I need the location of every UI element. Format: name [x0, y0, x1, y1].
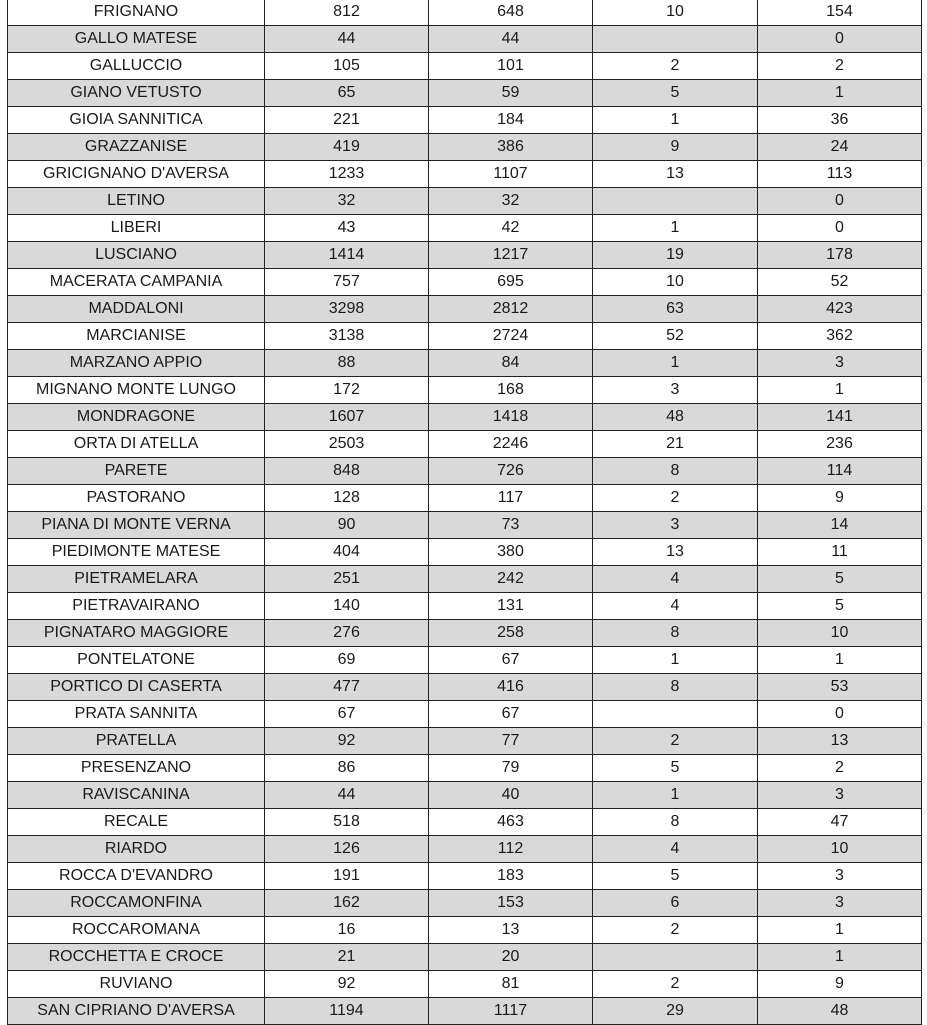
- cell-value-4: 47: [758, 809, 922, 836]
- cell-municipality: RAVISCANINA: [8, 782, 265, 809]
- cell-municipality: PIGNATARO MAGGIORE: [8, 620, 265, 647]
- cell-municipality: PASTORANO: [8, 485, 265, 512]
- cell-value-3: [593, 188, 758, 215]
- cell-municipality: SAN CIPRIANO D'AVERSA: [8, 998, 265, 1025]
- table-row: [8, 755, 922, 782]
- table-row: [8, 377, 922, 404]
- cell-value-1: 44: [265, 782, 429, 809]
- cell-value-1: 1194: [265, 998, 429, 1025]
- table-row: [8, 809, 922, 836]
- cell-value-1: 172: [265, 377, 429, 404]
- cell-value-2: 184: [429, 107, 593, 134]
- cell-value-1: 88: [265, 350, 429, 377]
- cell-value-3: 8: [593, 809, 758, 836]
- cell-value-3: 2: [593, 728, 758, 755]
- cell-value-1: 419: [265, 134, 429, 161]
- cell-value-3: 4: [593, 593, 758, 620]
- table-row: [8, 53, 922, 80]
- cell-value-1: 1607: [265, 404, 429, 431]
- cell-value-1: 128: [265, 485, 429, 512]
- cell-value-3: 4: [593, 566, 758, 593]
- cell-municipality: ROCCAMONFINA: [8, 890, 265, 917]
- cell-value-4: 362: [758, 323, 922, 350]
- cell-value-1: 43: [265, 215, 429, 242]
- cell-municipality: PONTELATONE: [8, 647, 265, 674]
- cell-value-2: 380: [429, 539, 593, 566]
- table-row: [8, 566, 922, 593]
- cell-value-4: 3: [758, 350, 922, 377]
- cell-value-1: 126: [265, 836, 429, 863]
- cell-municipality: GRICIGNANO D'AVERSA: [8, 161, 265, 188]
- cell-value-4: 1: [758, 917, 922, 944]
- table-row: [8, 944, 922, 971]
- cell-value-1: 1414: [265, 242, 429, 269]
- cell-municipality: RECALE: [8, 809, 265, 836]
- municipality-table: [7, 0, 922, 1025]
- cell-value-1: 251: [265, 566, 429, 593]
- cell-municipality: MADDALONI: [8, 296, 265, 323]
- cell-value-3: 10: [593, 0, 758, 26]
- cell-value-2: 101: [429, 53, 593, 80]
- cell-municipality: MACERATA CAMPANIA: [8, 269, 265, 296]
- cell-value-2: 59: [429, 80, 593, 107]
- cell-value-3: 9: [593, 134, 758, 161]
- table-row: [8, 539, 922, 566]
- cell-value-4: 48: [758, 998, 922, 1025]
- cell-municipality: PRATA SANNITA: [8, 701, 265, 728]
- cell-value-1: 221: [265, 107, 429, 134]
- cell-municipality: PORTICO DI CASERTA: [8, 674, 265, 701]
- cell-value-3: 2: [593, 917, 758, 944]
- cell-value-2: 73: [429, 512, 593, 539]
- table-row: [8, 107, 922, 134]
- cell-value-3: [593, 26, 758, 53]
- cell-value-2: 32: [429, 188, 593, 215]
- cell-value-2: 13: [429, 917, 593, 944]
- table-row: [8, 485, 922, 512]
- cell-value-3: 63: [593, 296, 758, 323]
- cell-value-3: 29: [593, 998, 758, 1025]
- table-row: [8, 701, 922, 728]
- cell-value-4: 0: [758, 215, 922, 242]
- cell-value-1: 848: [265, 458, 429, 485]
- cell-value-3: 19: [593, 242, 758, 269]
- cell-municipality: ROCCHETTA E CROCE: [8, 944, 265, 971]
- cell-value-2: 67: [429, 701, 593, 728]
- cell-value-2: 2724: [429, 323, 593, 350]
- cell-value-4: 2: [758, 755, 922, 782]
- table-row: [8, 458, 922, 485]
- cell-value-1: 2503: [265, 431, 429, 458]
- cell-value-1: 44: [265, 26, 429, 53]
- cell-value-3: 5: [593, 863, 758, 890]
- cell-value-2: 695: [429, 269, 593, 296]
- table-row: [8, 620, 922, 647]
- cell-value-4: 0: [758, 26, 922, 53]
- cell-value-2: 1107: [429, 161, 593, 188]
- table-row: [8, 323, 922, 350]
- cell-municipality: RUVIANO: [8, 971, 265, 998]
- table-row: [8, 215, 922, 242]
- cell-municipality: GIANO VETUSTO: [8, 80, 265, 107]
- cell-municipality: PRATELLA: [8, 728, 265, 755]
- cell-value-2: 79: [429, 755, 593, 782]
- cell-value-3: 2: [593, 971, 758, 998]
- table-row: [8, 728, 922, 755]
- cell-value-1: 191: [265, 863, 429, 890]
- cell-value-4: 53: [758, 674, 922, 701]
- cell-value-2: 20: [429, 944, 593, 971]
- cell-value-4: 1: [758, 647, 922, 674]
- cell-value-1: 21: [265, 944, 429, 971]
- cell-value-4: 0: [758, 188, 922, 215]
- cell-value-4: 9: [758, 971, 922, 998]
- cell-value-1: 90: [265, 512, 429, 539]
- cell-value-4: 2: [758, 53, 922, 80]
- cell-municipality: ROCCAROMANA: [8, 917, 265, 944]
- table-row: [8, 242, 922, 269]
- cell-value-3: 8: [593, 620, 758, 647]
- table-row: [8, 188, 922, 215]
- table-row: [8, 647, 922, 674]
- table-row: [8, 971, 922, 998]
- cell-value-4: 11: [758, 539, 922, 566]
- cell-value-2: 258: [429, 620, 593, 647]
- table-row: [8, 0, 922, 26]
- cell-value-2: 153: [429, 890, 593, 917]
- cell-value-4: 113: [758, 161, 922, 188]
- table-row: [8, 134, 922, 161]
- cell-value-2: 416: [429, 674, 593, 701]
- cell-value-1: 477: [265, 674, 429, 701]
- table-row: [8, 296, 922, 323]
- table-row: [8, 674, 922, 701]
- table-row: [8, 431, 922, 458]
- cell-value-1: 162: [265, 890, 429, 917]
- cell-municipality: PIETRAMELARA: [8, 566, 265, 593]
- cell-value-4: 13: [758, 728, 922, 755]
- cell-municipality: GALLO MATESE: [8, 26, 265, 53]
- cell-municipality: MARZANO APPIO: [8, 350, 265, 377]
- cell-value-3: [593, 944, 758, 971]
- cell-value-4: 36: [758, 107, 922, 134]
- table-row: [8, 917, 922, 944]
- cell-value-4: 141: [758, 404, 922, 431]
- cell-value-4: 0: [758, 701, 922, 728]
- cell-value-2: 131: [429, 593, 593, 620]
- cell-value-1: 69: [265, 647, 429, 674]
- table-row: [8, 782, 922, 809]
- cell-value-1: 65: [265, 80, 429, 107]
- cell-value-3: [593, 701, 758, 728]
- cell-municipality: GALLUCCIO: [8, 53, 265, 80]
- cell-municipality: PIEDIMONTE MATESE: [8, 539, 265, 566]
- cell-value-2: 44: [429, 26, 593, 53]
- cell-value-2: 40: [429, 782, 593, 809]
- cell-value-4: 9: [758, 485, 922, 512]
- cell-municipality: FRIGNANO: [8, 0, 265, 26]
- cell-value-1: 757: [265, 269, 429, 296]
- cell-municipality: ROCCA D'EVANDRO: [8, 863, 265, 890]
- cell-value-3: 2: [593, 485, 758, 512]
- cell-value-3: 2: [593, 53, 758, 80]
- table-body: [8, 0, 922, 1025]
- cell-value-2: 1217: [429, 242, 593, 269]
- table-row: [8, 404, 922, 431]
- cell-value-4: 3: [758, 782, 922, 809]
- cell-municipality: PRESENZANO: [8, 755, 265, 782]
- cell-value-4: 52: [758, 269, 922, 296]
- cell-value-1: 92: [265, 728, 429, 755]
- cell-value-4: 5: [758, 593, 922, 620]
- cell-value-3: 1: [593, 782, 758, 809]
- cell-value-2: 386: [429, 134, 593, 161]
- cell-value-4: 3: [758, 890, 922, 917]
- cell-value-3: 4: [593, 836, 758, 863]
- cell-municipality: RIARDO: [8, 836, 265, 863]
- cell-value-1: 67: [265, 701, 429, 728]
- cell-value-3: 13: [593, 161, 758, 188]
- cell-value-4: 5: [758, 566, 922, 593]
- cell-value-2: 168: [429, 377, 593, 404]
- cell-value-3: 1: [593, 107, 758, 134]
- cell-value-2: 242: [429, 566, 593, 593]
- cell-value-3: 52: [593, 323, 758, 350]
- cell-municipality: PIETRAVAIRANO: [8, 593, 265, 620]
- cell-value-2: 726: [429, 458, 593, 485]
- cell-value-2: 77: [429, 728, 593, 755]
- cell-value-3: 1: [593, 350, 758, 377]
- cell-value-3: 5: [593, 755, 758, 782]
- cell-value-2: 1117: [429, 998, 593, 1025]
- cell-value-2: 112: [429, 836, 593, 863]
- cell-value-1: 404: [265, 539, 429, 566]
- cell-value-1: 812: [265, 0, 429, 26]
- cell-value-1: 518: [265, 809, 429, 836]
- cell-value-3: 3: [593, 377, 758, 404]
- cell-municipality: GIOIA SANNITICA: [8, 107, 265, 134]
- cell-value-3: 1: [593, 647, 758, 674]
- table-row: [8, 998, 922, 1025]
- cell-value-3: 6: [593, 890, 758, 917]
- cell-value-3: 1: [593, 215, 758, 242]
- cell-value-2: 2812: [429, 296, 593, 323]
- cell-municipality: GRAZZANISE: [8, 134, 265, 161]
- cell-value-3: 5: [593, 80, 758, 107]
- cell-value-2: 648: [429, 0, 593, 26]
- table-row: [8, 890, 922, 917]
- cell-municipality: ORTA DI ATELLA: [8, 431, 265, 458]
- cell-value-2: 1418: [429, 404, 593, 431]
- cell-value-1: 32: [265, 188, 429, 215]
- cell-municipality: PARETE: [8, 458, 265, 485]
- cell-value-4: 236: [758, 431, 922, 458]
- cell-value-1: 105: [265, 53, 429, 80]
- cell-value-1: 1233: [265, 161, 429, 188]
- table-row: [8, 836, 922, 863]
- cell-value-2: 2246: [429, 431, 593, 458]
- cell-value-3: 21: [593, 431, 758, 458]
- cell-value-4: 1: [758, 80, 922, 107]
- cell-value-4: 1: [758, 377, 922, 404]
- cell-value-4: 423: [758, 296, 922, 323]
- cell-value-2: 463: [429, 809, 593, 836]
- cell-value-2: 84: [429, 350, 593, 377]
- cell-value-1: 3138: [265, 323, 429, 350]
- table-row: [8, 26, 922, 53]
- table-row: [8, 863, 922, 890]
- table-row: [8, 161, 922, 188]
- cell-value-3: 3: [593, 512, 758, 539]
- cell-municipality: LIBERI: [8, 215, 265, 242]
- cell-value-2: 81: [429, 971, 593, 998]
- cell-value-1: 3298: [265, 296, 429, 323]
- cell-value-4: 3: [758, 863, 922, 890]
- cell-value-1: 86: [265, 755, 429, 782]
- cell-value-4: 10: [758, 620, 922, 647]
- cell-value-4: 10: [758, 836, 922, 863]
- cell-value-4: 24: [758, 134, 922, 161]
- cell-municipality: LETINO: [8, 188, 265, 215]
- cell-municipality: LUSCIANO: [8, 242, 265, 269]
- cell-value-4: 154: [758, 0, 922, 26]
- cell-value-1: 16: [265, 917, 429, 944]
- cell-municipality: PIANA DI MONTE VERNA: [8, 512, 265, 539]
- table-row: [8, 80, 922, 107]
- cell-value-1: 140: [265, 593, 429, 620]
- table-row: [8, 350, 922, 377]
- cell-value-2: 117: [429, 485, 593, 512]
- cell-value-4: 114: [758, 458, 922, 485]
- cell-value-3: 8: [593, 674, 758, 701]
- table-row: [8, 512, 922, 539]
- cell-value-4: 1: [758, 944, 922, 971]
- cell-value-2: 42: [429, 215, 593, 242]
- table-row: [8, 269, 922, 296]
- cell-value-3: 10: [593, 269, 758, 296]
- table-row: [8, 593, 922, 620]
- cell-value-2: 67: [429, 647, 593, 674]
- cell-value-4: 178: [758, 242, 922, 269]
- cell-value-3: 48: [593, 404, 758, 431]
- cell-municipality: MIGNANO MONTE LUNGO: [8, 377, 265, 404]
- cell-value-4: 14: [758, 512, 922, 539]
- municipality-table-container: [7, 0, 921, 1025]
- cell-value-2: 183: [429, 863, 593, 890]
- cell-value-1: 92: [265, 971, 429, 998]
- cell-value-3: 8: [593, 458, 758, 485]
- cell-value-3: 13: [593, 539, 758, 566]
- cell-value-1: 276: [265, 620, 429, 647]
- cell-municipality: MONDRAGONE: [8, 404, 265, 431]
- cell-municipality: MARCIANISE: [8, 323, 265, 350]
